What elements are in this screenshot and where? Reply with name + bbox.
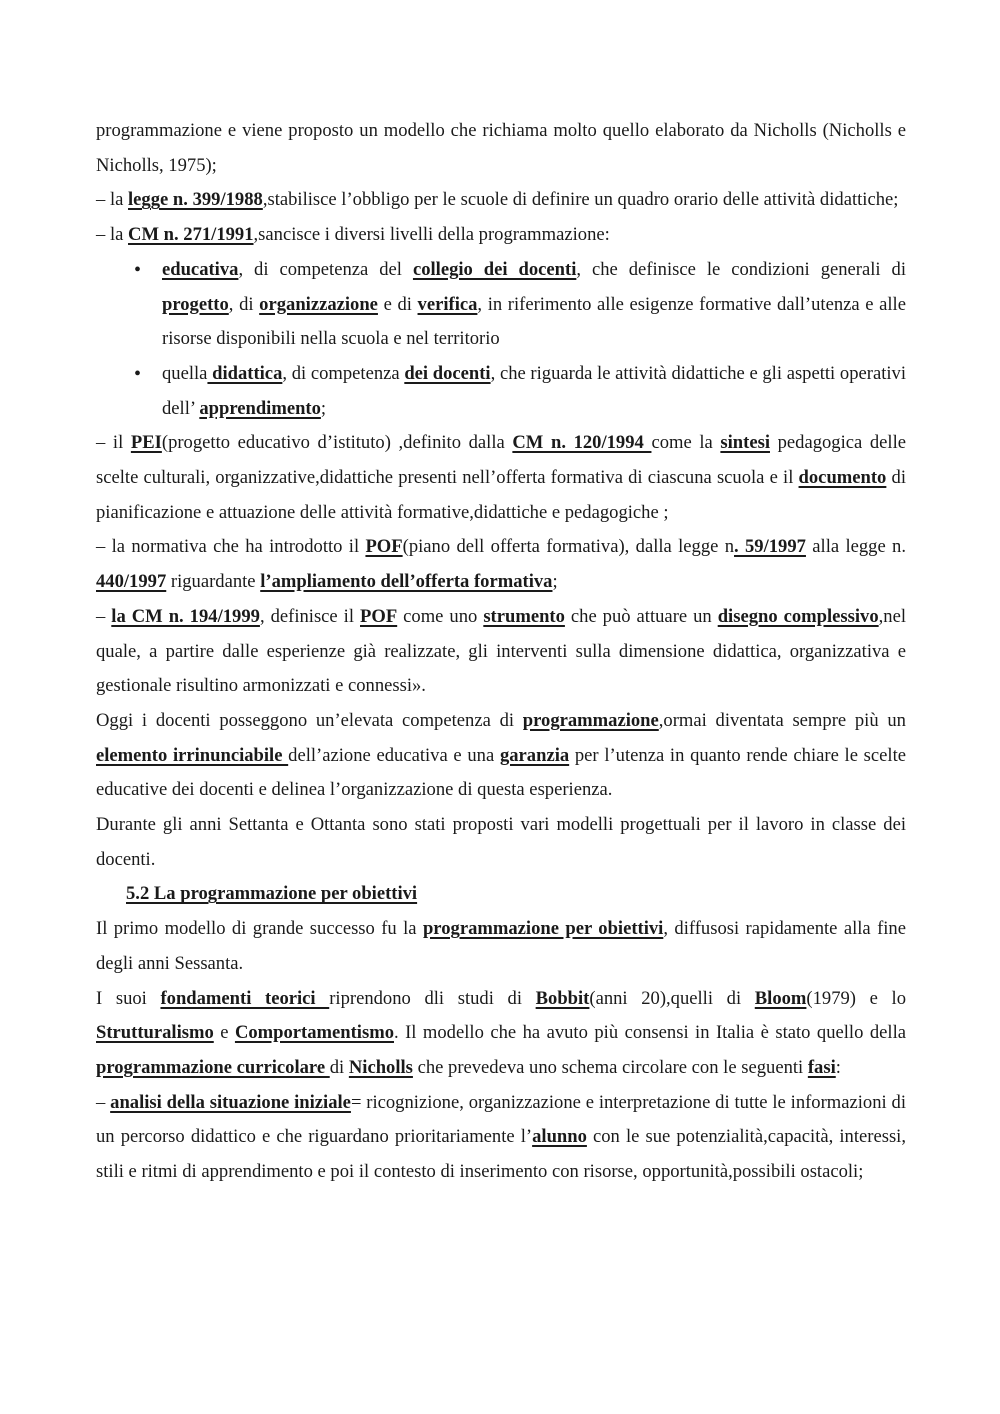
- emphasis: la CM n. 194/1999: [111, 605, 260, 627]
- emphasis: programmazione curricolare: [96, 1056, 330, 1078]
- emphasis: educativa: [162, 258, 239, 280]
- paragraph: [96, 426, 906, 530]
- emphasis: POF: [360, 605, 398, 627]
- text: ,nel quale, a partire dalle esperienze già realizzate, gli interventi sulla dimensione didattica, organizzativa e gestionale risultino armonizzati e connessi».: [96, 605, 907, 697]
- emphasis: analisi della situazione iniziale: [110, 1091, 351, 1113]
- emphasis: alunno: [532, 1126, 587, 1148]
- emphasis: 440/1997: [96, 571, 167, 593]
- text: –: [96, 1091, 111, 1113]
- text: dell’azione educativa e una: [288, 744, 500, 766]
- text: che prevedeva uno schema circolare con le seguenti: [412, 1056, 808, 1078]
- paragraph: [96, 600, 906, 704]
- emphasis: apprendimento: [199, 397, 321, 419]
- text: – il: [96, 432, 131, 454]
- paragraph: [96, 530, 906, 599]
- text: , diffusosi rapidamente alla fine degli anni Sessanta.: [96, 918, 906, 974]
- text: ;: [320, 397, 327, 419]
- text: che può attuare un: [564, 605, 718, 627]
- paragraph: [96, 114, 906, 183]
- text: di pianificazione e attuazione delle attività formative,didattiche e pedagogiche ;: [96, 467, 906, 523]
- emphasis: didattica: [207, 362, 283, 384]
- text: ,sancisce i diversi livelli della programmazione:: [253, 224, 610, 246]
- text: ,stabilisce l’obbligo per le scuole di definire un quadro orario delle attività didattiche;: [262, 189, 899, 211]
- document-page: [96, 114, 906, 1190]
- text: , definisce il: [259, 605, 360, 627]
- text: – la normativa che ha introdotto il: [96, 536, 366, 558]
- text: programmazione e viene proposto un modello che richiama molto quello elaborato da Nicholls (Nicholls e Nicholls, 1975);: [96, 120, 906, 176]
- text: Il primo modello di grande successo fu la: [96, 918, 423, 940]
- emphasis: sintesi: [720, 432, 770, 454]
- emphasis: CM n. 120/1994: [512, 432, 652, 454]
- text: pedagogica delle scelte culturali, organizzative,didattiche presenti nell’offerta formativa di ciascuna scuola e il: [96, 432, 907, 489]
- paragraph: [96, 183, 906, 218]
- list-item: [162, 357, 906, 426]
- text: con le sue potenzialità,capacità, interessi, stili e ritmi di apprendimento e poi il contesto di inserimento con risorse, opportunità,possibili ostacoli;: [96, 1126, 906, 1183]
- emphasis: verifica: [417, 293, 478, 315]
- text: di: [329, 1056, 349, 1078]
- emphasis: progetto: [162, 293, 229, 315]
- text: ,ormai diventata sempre più un: [658, 709, 906, 731]
- text: :: [835, 1056, 841, 1078]
- text: Durante gli anni Settanta e Ottanta sono stati proposti vari modelli progettuali per il lavoro in classe dei docenti.: [96, 814, 906, 870]
- paragraph: [96, 912, 906, 981]
- text: . Il modello che ha avuto più consensi in Italia è stato quello della: [394, 1022, 906, 1044]
- text: I suoi: [96, 987, 161, 1009]
- emphasis: programmazione: [522, 709, 659, 731]
- text: , che definisce le condizioni generali di: [576, 258, 906, 280]
- emphasis: l’ampliamento dell’offerta formativa: [260, 571, 553, 593]
- text: –: [96, 605, 112, 627]
- emphasis: fondamenti teorici: [160, 987, 330, 1009]
- emphasis: POF: [365, 536, 403, 558]
- text: alla legge n.: [805, 536, 906, 558]
- text: , di competenza del: [238, 258, 413, 280]
- emphasis: PEI: [130, 432, 162, 454]
- text: per l’utenza in quanto rende chiare le scelte educative dei docenti e delinea l’organizzazione di questa esperienza.: [96, 744, 906, 801]
- text: , in riferimento alle esigenze formative dall’utenza e alle risorse disponibili nella scuola e nel territorio: [162, 293, 906, 350]
- emphasis: strumento: [483, 605, 565, 627]
- text: , che riguarda le attività didattiche e gli aspetti operativi dell’: [162, 362, 906, 419]
- paragraph: [96, 218, 906, 253]
- section-heading: [96, 877, 906, 912]
- paragraph: [96, 982, 906, 1086]
- emphasis: Bloom: [754, 987, 807, 1009]
- bullet-list: [96, 253, 906, 427]
- heading-text: 5.2 La programmazione per obiettivi: [126, 883, 418, 905]
- emphasis: Bobbit: [535, 987, 590, 1009]
- paragraph: [96, 704, 906, 808]
- emphasis: elemento irrinunciabile: [96, 744, 289, 766]
- text: ;: [552, 571, 558, 593]
- emphasis: dei docenti: [404, 362, 491, 384]
- text: riprendono dli studi di: [329, 987, 536, 1009]
- text: Oggi i docenti posseggono un’elevata competenza di: [96, 709, 523, 731]
- text: quella: [162, 362, 208, 384]
- text: riguardante: [166, 571, 261, 593]
- emphasis: disegno complessivo: [717, 605, 879, 627]
- text: (1979) e lo: [806, 987, 906, 1009]
- emphasis: programmazione per obiettivi: [422, 918, 664, 940]
- text: , di competenza: [282, 362, 405, 384]
- emphasis: CM n. 271/1991: [128, 224, 254, 246]
- emphasis: garanzia: [499, 744, 570, 766]
- text: come la: [651, 432, 721, 454]
- emphasis: Nicholls: [348, 1056, 413, 1078]
- emphasis: documento: [798, 467, 887, 489]
- text: e: [213, 1022, 235, 1044]
- emphasis: Comportamentismo: [234, 1022, 394, 1044]
- text: , di: [228, 293, 260, 315]
- text: e di: [377, 293, 418, 315]
- text: – la: [96, 189, 129, 211]
- text: = ricognizione, organizzazione e interpretazione di tutte le informazioni di un percorso didattico e che riguardano prioritariamente l’: [96, 1091, 906, 1148]
- text: (piano dell offerta formativa), dalla legge n: [402, 536, 735, 558]
- text: (progetto educativo d’istituto) ,definito dalla: [161, 432, 513, 454]
- emphasis: legge n. 399/1988: [128, 189, 263, 211]
- emphasis: Strutturalismo: [96, 1022, 214, 1044]
- text: – la: [96, 224, 129, 246]
- emphasis: organizzazione: [259, 293, 378, 315]
- paragraph: [96, 1086, 906, 1190]
- paragraph: [96, 808, 906, 877]
- text: (anni 20),quelli di: [589, 987, 755, 1009]
- text: come uno: [397, 605, 484, 627]
- emphasis: collegio dei docenti: [412, 258, 577, 280]
- list-item: [162, 253, 906, 357]
- emphasis: . 59/1997: [734, 536, 806, 558]
- emphasis: fasi: [807, 1056, 836, 1078]
